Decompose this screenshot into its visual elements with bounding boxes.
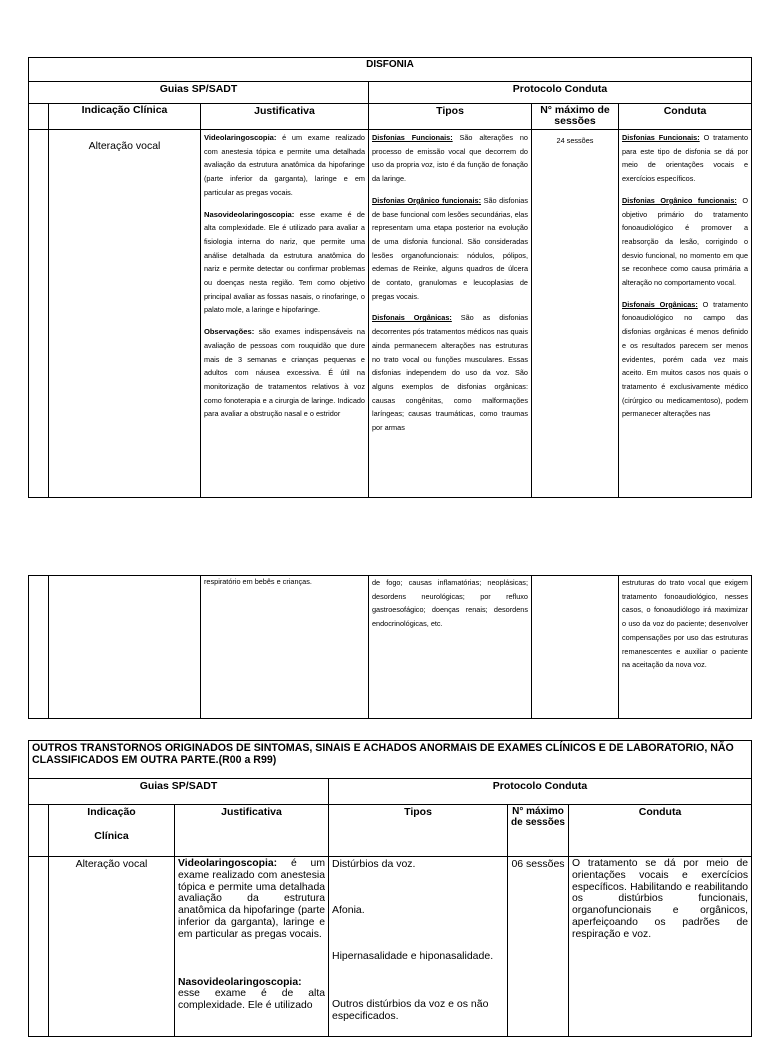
conduta-header: Conduta [569,805,752,857]
conduta-term: Disfonais Orgânicas: [622,299,698,309]
tipo-text: São as disfonias decorrentes pós tratamentos médicos nas quais ainda permanecem alterações nas estruturas no trato vocal ou funções musculares. Essas disfonias independem do uso da voz. São alguns exemplos de disfonias orgânicas: causas congênitas, como malformações laríngeas; causas traumáticas, como traumas por armas [372,313,528,433]
nmax-cell: 06 sessões [508,857,569,1037]
indicacao-header: Indicação Clínica [49,104,201,130]
indicacao-header [49,805,175,857]
blank-cell [29,805,49,857]
just-text: é um exame realizado com anestesia tópica e permite uma detalhada avaliação da estrutura anatômica da hipofaringe (parte inferior da garganta), laringe e em particular as pregas vocais. [178,858,325,940]
table-title: DISFONIA [29,58,752,82]
outros-transtornos-table [28,740,752,1037]
conduta-text: O tratamento fonoaudiológico no campo das disfonias orgânicas é menos definido e os resultados parecem ser menos evidentes, porém cada vez mais aceito. Em muitos casos nos quais o tratamento é exclusivamente médico (cirúrgico ou medicamentoso), podem permanecer alterações nas [622,299,749,419]
tipo-term: Disfonais Orgânicas: [372,313,452,323]
tipo-term: Disfonias Funcionais: [372,133,453,142]
tipos-header: Tipos [329,805,508,857]
just-term: Nasovideolaringoscopia: [204,209,295,219]
tipos-cell: de fogo; causas inflamatórias; neoplásicas; desordens neurológicas; por refluxo gastroesofágico; doenças renais; desordens endocrinológicas, etc. [369,576,532,719]
conduta-cell: O tratamento se dá por meio de orientações vocais e exercícios específicos. Habilitando e reabilitando os distúrbios funcionais, organofuncionais e orgânicos, aperfeiçoando os padrões de respiração e voz. [569,857,752,1037]
guias-header: Guias SP/SADT [29,779,329,805]
just-text: é um exame realizado com anestesia tópica e permite uma detalhada avaliação da estrutura anatômica da hipofaringe (parte inferior da garganta), laringe e em particular as pregas vocais. [204,133,365,197]
tipos-header: Tipos [369,104,532,130]
tipos-cell [369,130,532,498]
just-text: esse exame é de alta complexidade. Ele é utilizado [178,988,325,1012]
conduta-text: O objetivo primário do tratamento fonoaudiológico é promover a reabsorção da lesão, corrigindo o desvio funcional, no momento em que se reconhece como causa primária a alteração no comportamento vocal. [622,195,749,288]
justificativa-cell: respiratório em bebês e crianças. [201,576,369,719]
blank-cell [29,576,49,719]
conduta-cell: estruturas do trato vocal que exigem tratamento fonoaudiológico, nesses casos, o fonoaudiólogo irá maximizar o uso da voz do paciente; desenvolver compensações por uso das estruturas remanescentes e auxiliar o paciente na aceitação da nova voz. [619,576,752,719]
blank-cell [29,104,49,130]
protocolo-header: Protocolo Conduta [329,779,752,805]
just-term: Videolaringoscopia: [204,133,277,142]
disfonia-table [28,57,752,498]
conduta-text: O tratamento para este tipo de disfonia se dá por meio de orientações vocais e exercícios específicos. [622,133,749,184]
tipo-term: Disfonias Orgânico funcionais: [372,195,481,205]
indicacao-cell [49,576,201,719]
tipo-item: Outros distúrbios da voz e os não especificados. [332,998,489,1022]
tipos-cell [329,857,508,1037]
indicacao-cell: Alteração vocal [49,130,201,498]
nmax-cell: 24 sessões [532,130,619,498]
just-term: Videolaringoscopia: [178,858,278,869]
justificativa-header: Justificativa [201,104,369,130]
indicacao-header-line1: Indicação [87,806,136,818]
blank-cell [29,130,49,498]
conduta-term: Disfonias Orgânico funcionais: [622,195,737,205]
table-title: OUTROS TRANSTORNOS ORIGINADOS DE SINTOMAS, SINAIS E ACHADOS ANORMAIS DE EXAMES CLÍNICOS E DE LABORATORIO, NÃO CLASSIFICADOS EM OUTRA PARTE.(R00 a R99) [29,741,752,779]
conduta-term: Disfonias Funcionais: [622,133,700,142]
blank-cell [29,857,49,1037]
conduta-header: Conduta [619,104,752,130]
just-text: são exames indispensáveis na avaliação de pessoas com rouquidão que dure mais de 3 semanas e crianças pequenas e adultos com náusea excessiva. É útil na monitorização de tratamentos relativos à voz como fonoterapia e a cirurgia de laringe. Indicado para avaliar a obstrução nasal e o estridor [204,327,365,419]
just-text: esse exame é de alta complexidade. Ele é utilizado para avaliar a fisiologia interna do nariz, que permite uma análise detalhada da estrutura anatômica do nariz e permite detectar ou confirmar problemas ou doenças nesta região. Tem como objetivo principal avaliar as fossas nasais, o rinofaringe, o palato mole, a laringe e hipofaringe. [204,209,365,315]
indicacao-cell: Alteração vocal [49,857,175,1037]
justificativa-header: Justificativa [175,805,329,857]
nmax-header: N° máximo de sessões [508,805,569,857]
tipo-item: Afonia. [332,904,365,916]
tipo-item: Distúrbios da voz. [332,858,416,870]
protocolo-header: Protocolo Conduta [369,82,752,104]
just-term: Observações: [204,327,255,337]
nmax-cell [532,576,619,719]
tipo-text: São disfonias de base funcional com lesões secundárias, elas representam uma etapa posterior na evolução de uma disfonia funcional. São consideradas lesões organofuncionais: nódulos, pólipos, edemas de Reinke, alguns quadros de úlcera de contato, granulomas e leucoplasias de pregas vocais. [372,195,528,301]
tipo-text: São alterações no processo de emissão vocal que decorrem do uso da propria voz, isto é da função de fonação da laringe. [372,133,528,184]
guias-header: Guias SP/SADT [29,82,369,104]
nmax-header: N° máximo de sessões [532,104,619,130]
disfonia-table-continued [28,575,752,719]
justificativa-cell [175,857,329,1037]
conduta-cell [619,130,752,498]
justificativa-cell [201,130,369,498]
indicacao-header-line2: Clínica [94,830,129,842]
just-term: Nasovideolaringoscopia: [178,976,302,988]
tipo-item: Hipernasalidade e hiponasalidade. [332,950,494,962]
